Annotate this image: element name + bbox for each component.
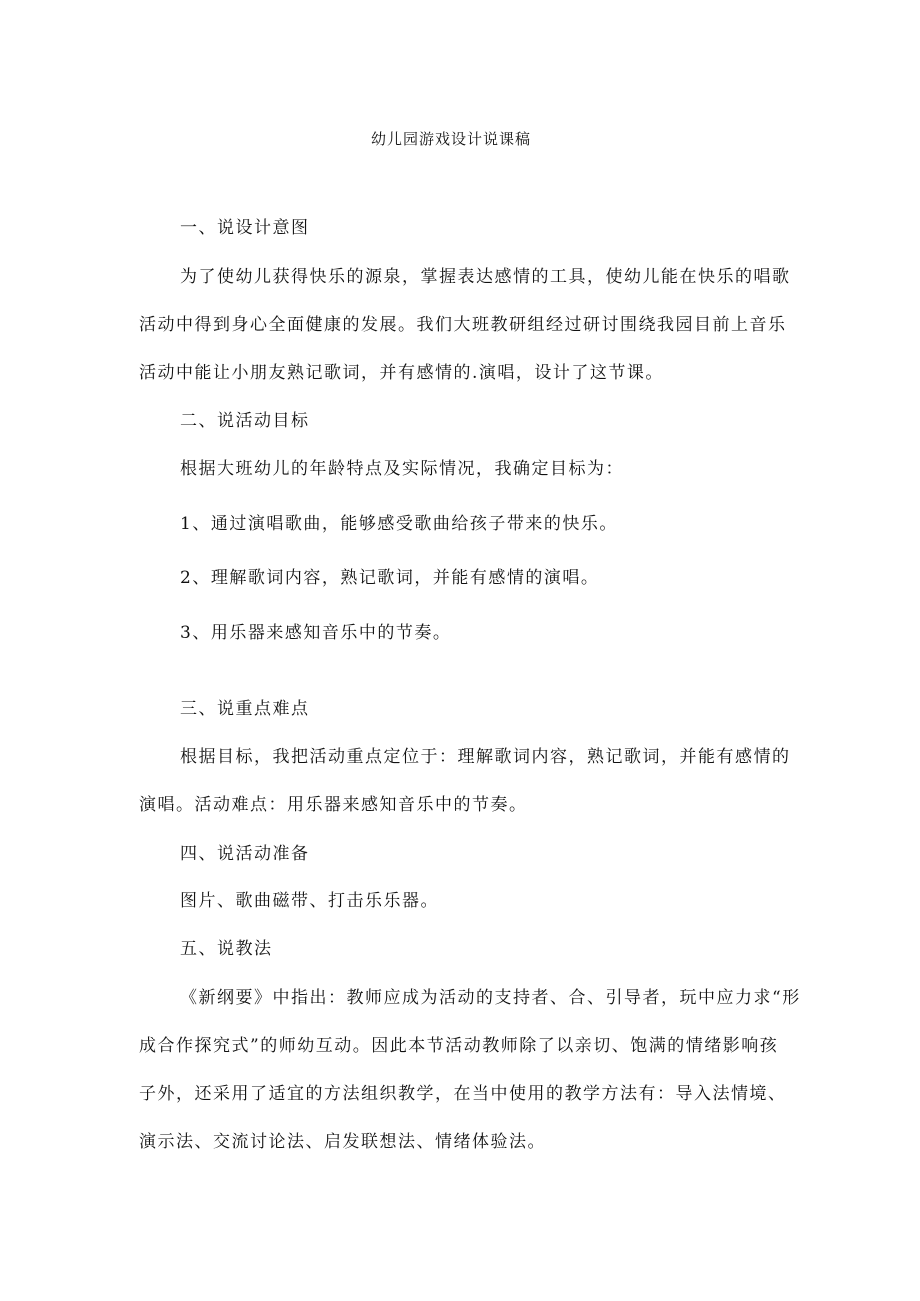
section-1-line-2: 活动中得到身心全面健康的发展。我们大班教研组经过研讨围绕我园目前上音乐 bbox=[139, 315, 787, 335]
section-1-heading: 一、说设计意图 bbox=[180, 218, 310, 238]
section-1-line-3: 活动中能让小朋友熟记歌词，并有感情的.演唱，设计了这节课。 bbox=[139, 363, 664, 383]
section-4-line-1: 图片、歌曲磁带、打击乐乐器。 bbox=[180, 891, 439, 911]
section-5-line-4: 演示法、交流讨论法、启发联想法、情绪体验法。 bbox=[139, 1132, 546, 1152]
section-5-heading: 五、说教法 bbox=[180, 939, 273, 959]
section-5-line-3: 子外，还采用了适宜的方法组织教学，在当中使用的教学方法有：导入法情境、 bbox=[139, 1084, 787, 1104]
section-4-heading: 四、说活动准备 bbox=[180, 844, 310, 864]
section-1-line-1: 为了使幼儿获得快乐的源泉，掌握表达感情的工具，使幼儿能在快乐的唱歌 bbox=[180, 267, 791, 287]
section-2-line-4: 3、用乐器来感知音乐中的节奏。 bbox=[180, 623, 452, 643]
section-3-line-1: 根据目标，我把活动重点定位于：理解歌词内容，熟记歌词，并能有感情的 bbox=[180, 747, 791, 767]
document-title: 幼儿园游戏设计说课稿 bbox=[371, 130, 532, 148]
section-2-heading: 二、说活动目标 bbox=[180, 411, 310, 431]
section-2-line-1: 根据大班幼儿的年龄特点及实际情况，我确定目标为： bbox=[180, 459, 624, 479]
section-5-line-1: 《新纲要》中指出：教师应成为活动的支持者、合、引导者，玩中应力求“形 bbox=[180, 988, 801, 1008]
section-3-heading: 三、说重点难点 bbox=[180, 699, 310, 719]
section-5-line-2: 成合作探究式”的师幼互动。因此本节活动教师除了以亲切、饱满的情绪影响孩 bbox=[139, 1036, 779, 1056]
section-3-line-2: 演唱。活动难点：用乐器来感知音乐中的节奏。 bbox=[139, 795, 528, 815]
section-2-line-3: 2、理解歌词内容，熟记歌词，并能有感情的演唱。 bbox=[180, 568, 600, 588]
section-2-line-2: 1、通过演唱歌曲，能够感受歌曲给孩子带来的快乐。 bbox=[180, 514, 618, 534]
